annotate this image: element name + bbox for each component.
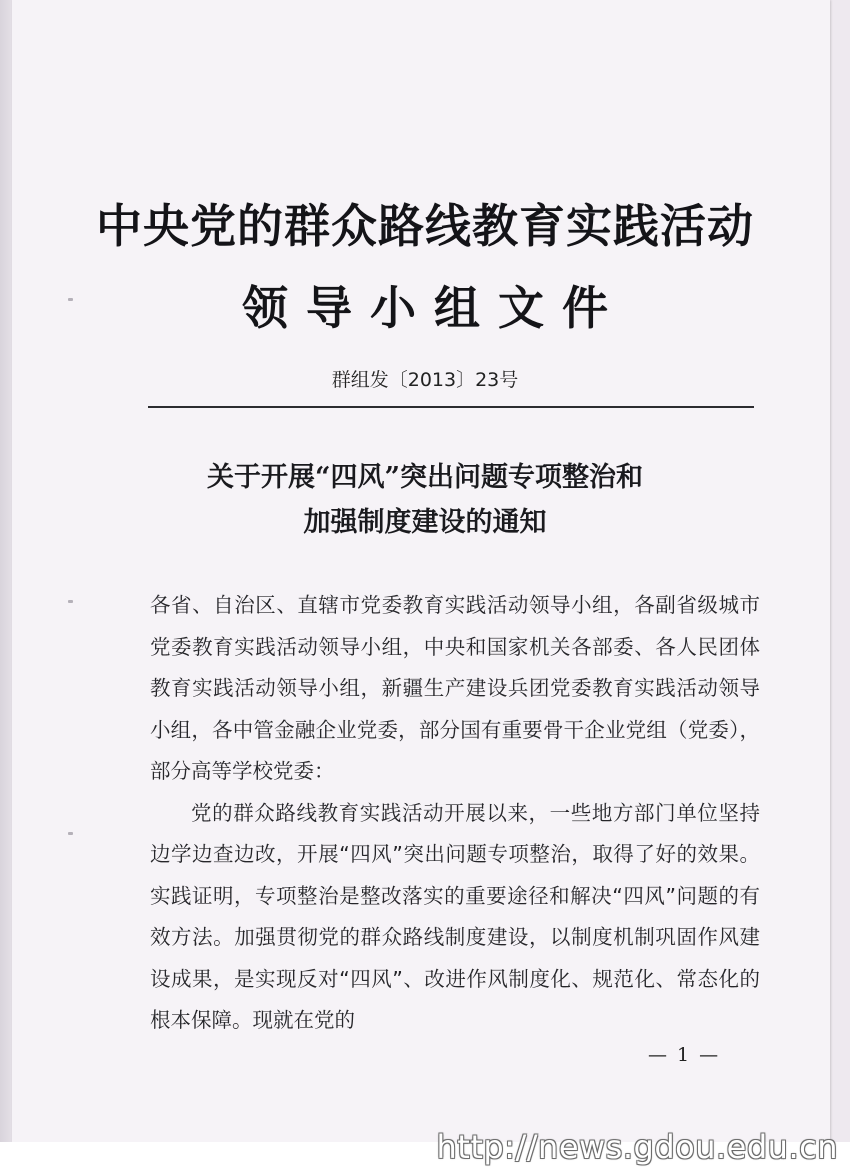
- source-watermark: http://news.gdou.edu.cn: [436, 1128, 838, 1166]
- notice-title-line2: 加强制度建设的通知: [303, 507, 547, 538]
- notice-title-line1: 关于开展“四风”突出问题专项整治和: [206, 462, 644, 493]
- document-number: 群组发〔2013〕23号: [331, 369, 519, 391]
- issuer-title-line2: 领导小组文件: [242, 281, 626, 335]
- addressees-paragraph: 各省、自治区、直辖市党委教育实践活动领导小组，各副省级城市党委教育实践活动领导小组，中央和国家机关各部委、各人民团体教育实践活动领导小组，新疆生产建设兵团党委教育实践活动领导小组，各中管金融企业党委，部分国有重要骨干企业党组（党委），部分高等学校党委：: [150, 593, 760, 783]
- binding-hole-mark: [68, 832, 73, 835]
- binding-hole-mark: [68, 600, 73, 603]
- page-number: — 1 —: [648, 1044, 721, 1066]
- body-paragraph: 党的群众路线教育实践活动开展以来，一些地方部门单位坚持边学边查边改，开展“四风”突出问题专项整治，取得了好的效果。实践证明，专项整治是整改落实的重要途径和解决“四风”问题的有效方法。加强贯彻党的群众路线制度建设，以制度机制巩固作风建设成果，是实现反对“四风”、改进作风制度化、规范化、常态化的根本保障。现就在党的: [150, 800, 760, 1032]
- issuer-title-line1: 中央党的群众路线教育实践活动: [96, 199, 754, 253]
- document-body: [150, 585, 760, 1042]
- header-divider: [148, 406, 754, 408]
